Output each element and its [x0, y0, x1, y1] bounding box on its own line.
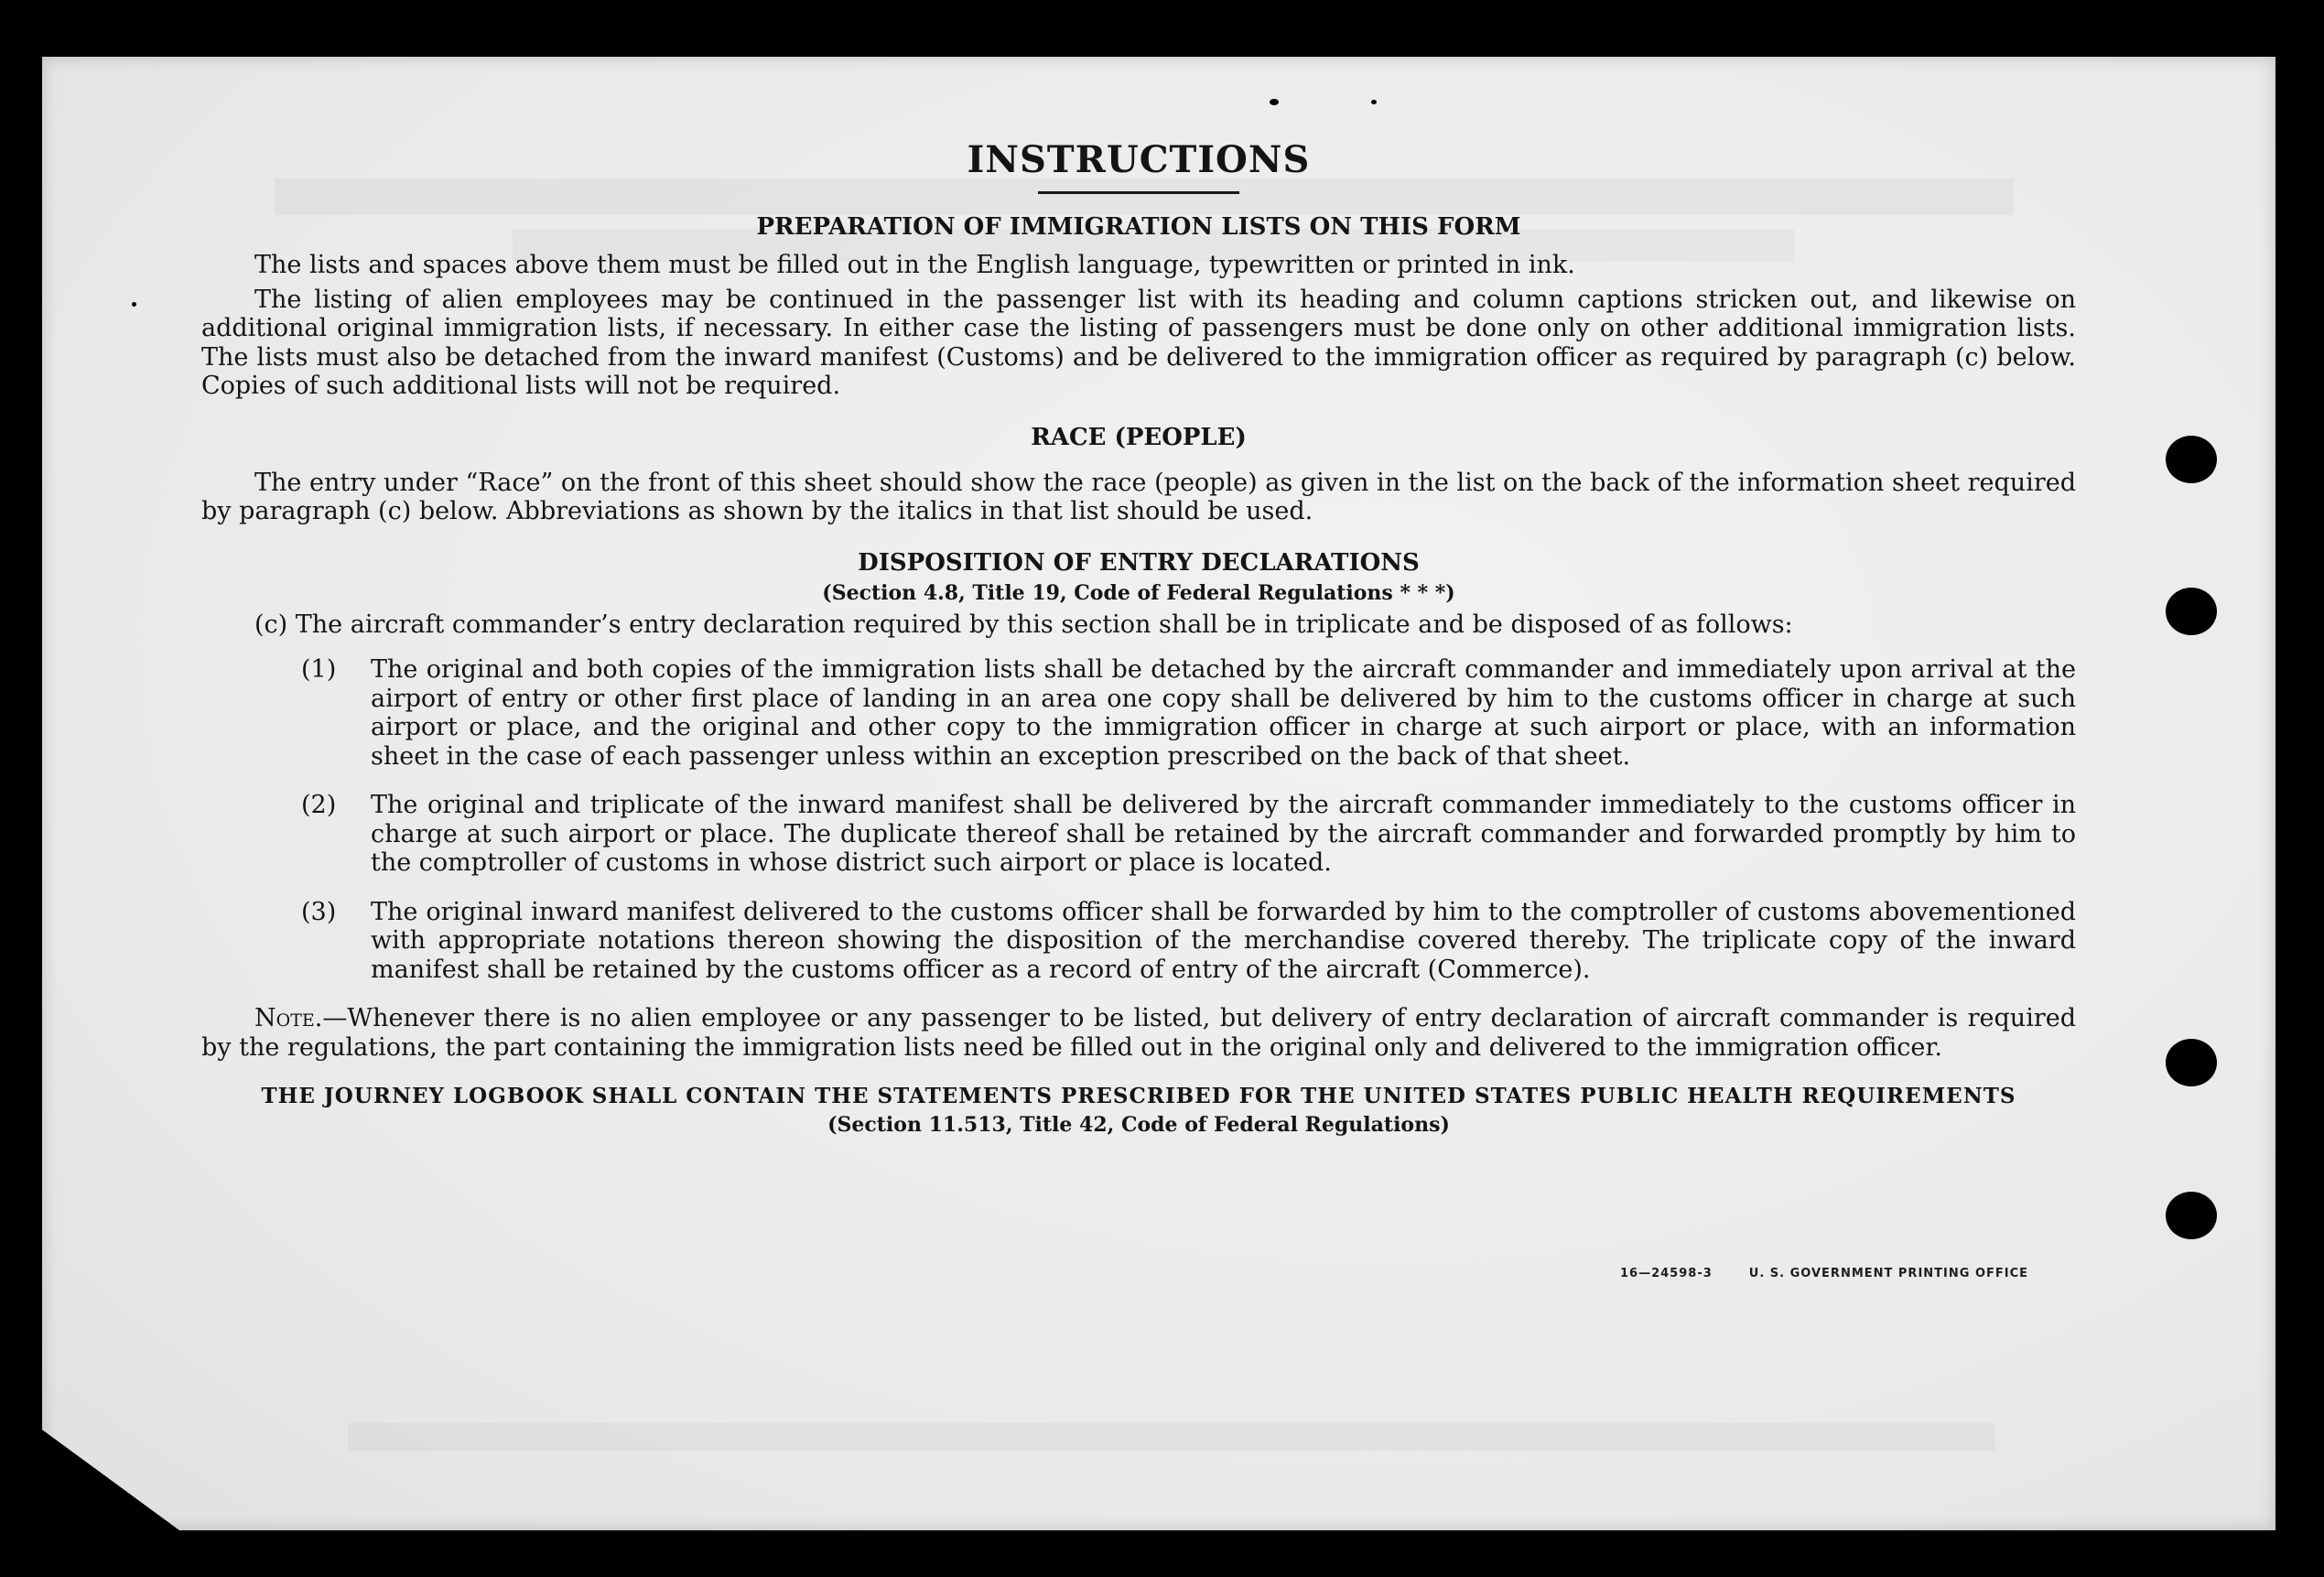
list-item-text: The original inward manifest delivered to the customs officer shall be forwarded by him to the comptroller of customs abovementioned with appropriate notations thereon showing the disposition of the merchandise covered thereby. The triplicate copy of the inward manifest shall be retained by the customs officer as a record of entry of the aircraft (Commerce). — [371, 897, 2076, 984]
note-text: —Whenever there is no alien employee or any passenger to be listed, but delivery of entry declaration of aircraft commander is required by the regulations, the part containing the immigration lists need be filled out in the original only and delivered to the immigration officer. — [201, 1004, 2076, 1062]
list-item — [201, 655, 2076, 771]
printer-footer — [1620, 1267, 2028, 1280]
list-item — [201, 898, 2076, 985]
section-heading-disposition: DISPOSITION OF ENTRY DECLARATIONS — [858, 548, 1420, 577]
list-item — [201, 791, 2076, 878]
dust-speck — [1270, 99, 1279, 105]
health-regulation-reference: (Section 11.513, Title 42, Code of Federal Regulations) — [827, 1113, 1450, 1137]
list-item-number: (3) — [301, 897, 337, 926]
paragraph-c-intro: (c) The aircraft commander’s entry declaration required by this section shall be in triplicate and be disposed of as follows: — [254, 610, 1793, 639]
note-paragraph — [201, 1004, 2076, 1062]
punch-hole — [2166, 1192, 2217, 1239]
paragraph-race: The entry under “Race” on the front of this sheet should show the race (people) as given in the list on the back of the information sheet required by paragraph (c) below. Abbreviations as shown by the italics in that list should be used. — [201, 468, 2076, 525]
instructions-sheet — [201, 133, 2076, 1139]
title-underline — [1038, 191, 1239, 194]
regulation-reference: (Section 4.8, Title 19, Code of Federal Regulations * * *) — [822, 580, 1455, 605]
punch-hole — [2166, 1039, 2217, 1086]
paragraph-language: The lists and spaces above them must be filled out in the English language, typewritten or printed in ink. — [254, 251, 1575, 279]
list-item-text: The original and both copies of the immigration lists shall be detached by the aircraft commander and immediately upon arrival at the airport of entry or other first place of landing in an area one copy shall be delivered by him to the customs officer in charge at such airport or place, and the original and other copy to the immigration officer in charge at such airport or place, with an information sheet in the case of each passenger unless within an exception prescribed on the back of that sheet. — [371, 655, 2076, 771]
form-number: 16—24598-3 — [1620, 1267, 1713, 1280]
section-heading-preparation: PREPARATION OF IMMIGRATION LISTS ON THIS FORM — [756, 213, 1521, 241]
paragraph-listing: The listing of alien employees may be continued in the passenger list with its heading and column captions stricken out, and likewise on additional original immigration lists, if necessary. In either case the listing of passengers must be done only on other additional immigration lists. The lists must also be detached from the inward manifest (Customs) and be delivered to the immigration officer as required by paragraph (c) below. Copies of such additional lists will not be required. — [201, 285, 2076, 400]
section-heading-race: RACE (PEOPLE) — [1031, 423, 1247, 451]
page-title: INSTRUCTIONS — [967, 138, 1311, 181]
printer-name: U. S. GOVERNMENT PRINTING OFFICE — [1748, 1267, 2029, 1280]
list-item-number: (2) — [301, 791, 337, 819]
note-label: Note. — [254, 1004, 323, 1032]
health-requirements-statement: THE JOURNEY LOGBOOK SHALL CONTAIN THE STATEMENTS PRESCRIBED FOR THE UNITED STATES PUBLIC HEALTH REQUIREMENTS — [261, 1084, 2016, 1108]
folded-corner — [42, 1430, 179, 1530]
dust-speck — [132, 302, 136, 307]
list-item-text: The original and triplicate of the inward manifest shall be delivered by the aircraft commander immediately to the customs officer in charge at such airport or place. The duplicate thereof shall be retained by the aircraft commander and forwarded promptly by him to the comptroller of customs in whose district such airport or place is located. — [371, 791, 2076, 877]
list-item-number: (1) — [301, 655, 337, 684]
punch-hole — [2166, 588, 2217, 635]
punch-hole — [2166, 436, 2217, 483]
dust-speck — [1371, 100, 1377, 104]
bleed-through-mark — [348, 1423, 1995, 1451]
